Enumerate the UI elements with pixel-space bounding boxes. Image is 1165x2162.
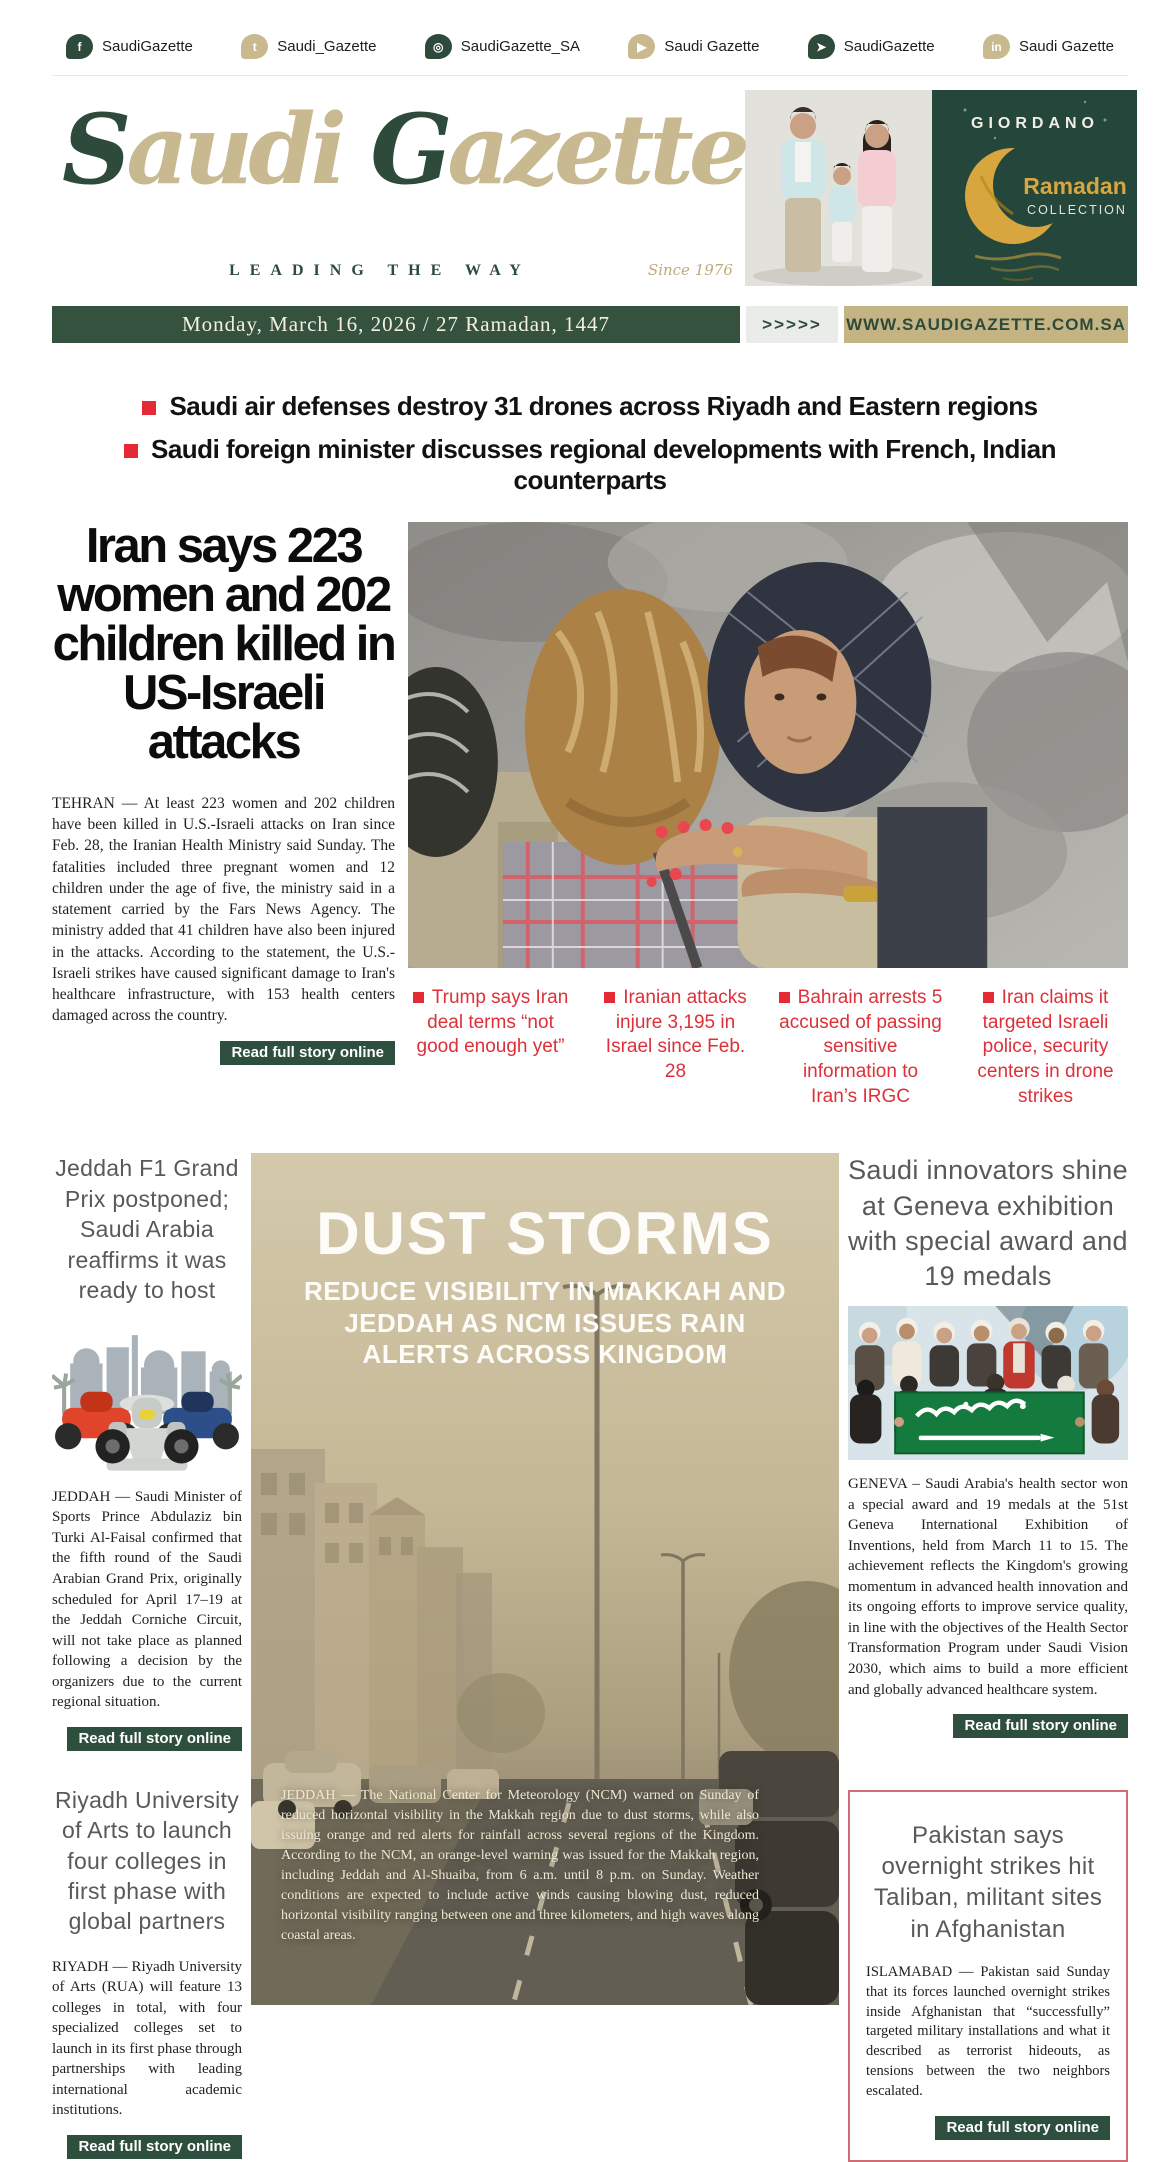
bullet-icon bbox=[779, 992, 790, 1003]
top-headline-2 bbox=[52, 434, 1128, 496]
logo-letter: G bbox=[370, 93, 448, 206]
pakistan-story-box bbox=[848, 1790, 1128, 2162]
bullet-icon bbox=[124, 444, 138, 458]
facebook-icon: f bbox=[66, 34, 93, 59]
logo-letters: audi bbox=[126, 93, 342, 206]
f1-body: JEDDAH — Saudi Minister of Sports Prince Abdulaziz bin Turki Al-Faisal confirmed that the fifth round of the Saudi Arabian Grand Prix, originally scheduled for April 17–19 at the Jeddah Corniche Circuit, will not take place as planned following a decision by the organizers due to the current regional situation. bbox=[52, 1488, 242, 1711]
left-column bbox=[52, 1153, 242, 2161]
ad-illustration bbox=[745, 90, 1137, 286]
sub-headline-2 bbox=[593, 986, 758, 1109]
dust-subtitle: REDUCE VISIBILITY IN MAKKAH AND JEDDAH AS NCM ISSUES RAIN ALERTS ACROSS KINGDOM bbox=[303, 1276, 787, 1369]
read-full-story-button[interactable]: Read full story online bbox=[953, 1714, 1128, 1738]
top-headline-text: Saudi foreign minister discusses regional developments with French, Indian counterparts bbox=[151, 434, 1056, 495]
giordano-ramadan-ad[interactable] bbox=[745, 90, 1137, 286]
embrace-rubble-photo-illustration bbox=[408, 522, 1128, 968]
lead-headline: Iran says 223 women and 202 children killed in US-Israeli attacks bbox=[52, 519, 395, 769]
website-link[interactable]: WWW.SAUDIGAZETTE.COM.SA bbox=[844, 306, 1128, 343]
top-headlines bbox=[52, 391, 1128, 496]
sub-headline-text: Iranian attacks injure 3,195 in Israel since Feb. 28 bbox=[605, 987, 747, 1083]
f1-story bbox=[52, 1153, 242, 1750]
dust-caption: JEDDAH — The National Center for Meteorology (NCM) warned on Sunday of reduced horizontal visibility in the Makkah region due to dust storms, while also issuing orange and red alerts for rainfall across several regions of the Kingdom. According to the NCM, an orange-level warning was issued for the Makkah region, including Jeddah and Al-Shuaiba, from 6 a.m. until 8 p.m. on Sunday. Weather conditions are expected to include active winds causing blowing dust, reduced horizontal visibility ranging between one and three kilometers, and high waves along coastal areas. bbox=[281, 1788, 759, 1943]
logo-letter: S bbox=[62, 93, 127, 206]
lead-story-column bbox=[52, 519, 395, 1109]
date-bar bbox=[52, 306, 1128, 343]
f1-cars-illustration bbox=[52, 1321, 242, 1475]
geneva-story bbox=[848, 1153, 1128, 1738]
dust-storms-feature bbox=[251, 1153, 839, 2005]
social-link-telegram[interactable] bbox=[808, 34, 935, 59]
arrows-decoration: >>>>> bbox=[746, 306, 838, 343]
since-label: Since 1976 bbox=[647, 261, 733, 279]
sub-headlines bbox=[408, 986, 1128, 1109]
social-handle: SaudiGazette bbox=[102, 38, 193, 55]
ad-brand: GIORDANO bbox=[970, 115, 1099, 132]
sub-headline-text: Iran claims it targeted Israeli police, security centers in drone strikes bbox=[977, 987, 1114, 1107]
publication-logo bbox=[52, 90, 745, 288]
bullet-icon bbox=[142, 401, 156, 415]
instagram-icon: ◎ bbox=[425, 34, 452, 59]
bullet-icon bbox=[983, 992, 994, 1003]
logo-letters: azette bbox=[447, 93, 745, 206]
sub-headline-1 bbox=[408, 986, 573, 1109]
rua-story bbox=[52, 1785, 242, 2159]
social-bar bbox=[52, 34, 1128, 76]
tagline-row bbox=[52, 261, 745, 280]
geneva-group-photo bbox=[848, 1306, 1128, 1460]
read-full-story-button[interactable]: Read full story online bbox=[935, 2116, 1110, 2140]
social-handle: SaudiGazette bbox=[843, 38, 935, 55]
right-column bbox=[848, 1153, 1128, 2161]
lead-photo-column bbox=[408, 522, 1128, 1109]
read-full-story-button[interactable]: Read full story online bbox=[67, 2135, 242, 2159]
ad-subtitle: COLLECTION bbox=[1026, 203, 1127, 217]
middle-section bbox=[52, 1153, 1128, 2161]
sub-headline-text: Bahrain arrests 5 accused of passing sensitive information to Iran’s IRGC bbox=[779, 987, 943, 1107]
read-full-story-button[interactable]: Read full story online bbox=[220, 1041, 395, 1065]
tagline: LEADING THE WAY bbox=[229, 262, 531, 279]
sub-headline-text: Trump says Iran deal terms “not good enough yet” bbox=[416, 987, 569, 1058]
lead-story-section bbox=[52, 519, 1128, 1109]
masthead bbox=[52, 90, 1128, 288]
social-link-facebook[interactable] bbox=[66, 34, 193, 59]
twitter-icon: t bbox=[241, 34, 268, 59]
read-full-story-button[interactable]: Read full story online bbox=[67, 1727, 242, 1751]
lead-photo bbox=[408, 522, 1128, 968]
f1-headline: Jeddah F1 Grand Prix postponed; Saudi Arabia reaffirms it was ready to host bbox=[55, 1155, 239, 1303]
social-handle: Saudi_Gazette bbox=[277, 38, 377, 55]
bullet-icon bbox=[604, 992, 615, 1003]
geneva-headline: Saudi innovators shine at Geneva exhibition with special award and 19 medals bbox=[848, 1155, 1128, 1291]
dust-title-block bbox=[251, 1199, 839, 1370]
linkedin-icon: in bbox=[983, 34, 1010, 59]
social-link-twitter[interactable] bbox=[241, 34, 376, 59]
youtube-icon: ▶ bbox=[628, 34, 655, 59]
top-headline-text: Saudi air defenses destroy 31 drones across Riyadh and Eastern regions bbox=[169, 391, 1038, 421]
telegram-icon: ➤ bbox=[808, 34, 835, 59]
social-handle: Saudi Gazette bbox=[1018, 38, 1114, 55]
top-headline-1 bbox=[52, 391, 1128, 422]
pakistan-body: ISLAMABAD — Pakistan said Sunday that its forces launched overnight strikes inside Afghanistan that “successfully” targeted military installations and what it described as terrorist hideouts, as tensions between the two neighbors escalated. bbox=[866, 1963, 1110, 2099]
issue-date: Monday, March 16, 2026 / 27 Ramadan, 1447 bbox=[52, 306, 740, 343]
dust-title: DUST STORMS bbox=[316, 1200, 774, 1268]
social-handle: Saudi Gazette bbox=[664, 38, 760, 55]
rua-headline: Riyadh University of Arts to launch four colleges in first phase with global partners bbox=[54, 1786, 240, 1935]
rua-body: RIYADH — Riyadh University of Arts (RUA) will feature 13 colleges in total, with four specialized colleges set to launch in its first phase through partnerships with leading international academic institutions. bbox=[52, 1958, 242, 2119]
pakistan-headline: Pakistan says overnight strikes hit Taliban, militant sites in Afghanistan bbox=[873, 1822, 1103, 1943]
geneva-body: GENEVA – Saudi Arabia's health sector won a special award and 19 medals at the 51st Geneva International Exhibition of Inventions, held from March 11 to 15. The achievement reflects the Kingdom's growing momentum in advanced health innovation and its ongoing efforts to improve service quality, in line with the objectives of the Health Sector Transformation Program under Saudi Vision 2030, which aims to build a more efficient and globally advanced healthcare system. bbox=[848, 1476, 1128, 1698]
sub-headline-3 bbox=[778, 986, 943, 1109]
social-link-linkedin[interactable] bbox=[983, 34, 1114, 59]
bullet-icon bbox=[413, 992, 424, 1003]
social-link-youtube[interactable] bbox=[628, 34, 759, 59]
sub-headline-4 bbox=[963, 986, 1128, 1109]
saudi-delegation-flag-photo-illustration bbox=[848, 1306, 1128, 1460]
logo-wordmark bbox=[52, 90, 745, 210]
social-handle: SaudiGazette_SA bbox=[460, 38, 581, 55]
ad-title: Ramadan bbox=[1023, 173, 1127, 199]
social-link-instagram[interactable] bbox=[425, 34, 580, 59]
lead-body: TEHRAN — At least 223 women and 202 children have been killed in U.S.-Israeli attacks on Iran since Feb. 28, the Iranian Health Ministry said Sunday. The fatalities included three pregnant women and 12 children under the age of five, the ministry said in a statement carried by the Fars News Agency. The ministry added that 41 children have also been injured in the attacks. According to the statement, the U.S.-Israeli strikes have caused significant damage to Iran's healthcare infrastructure, with 153 health centers damaged across the country. bbox=[52, 795, 395, 1025]
